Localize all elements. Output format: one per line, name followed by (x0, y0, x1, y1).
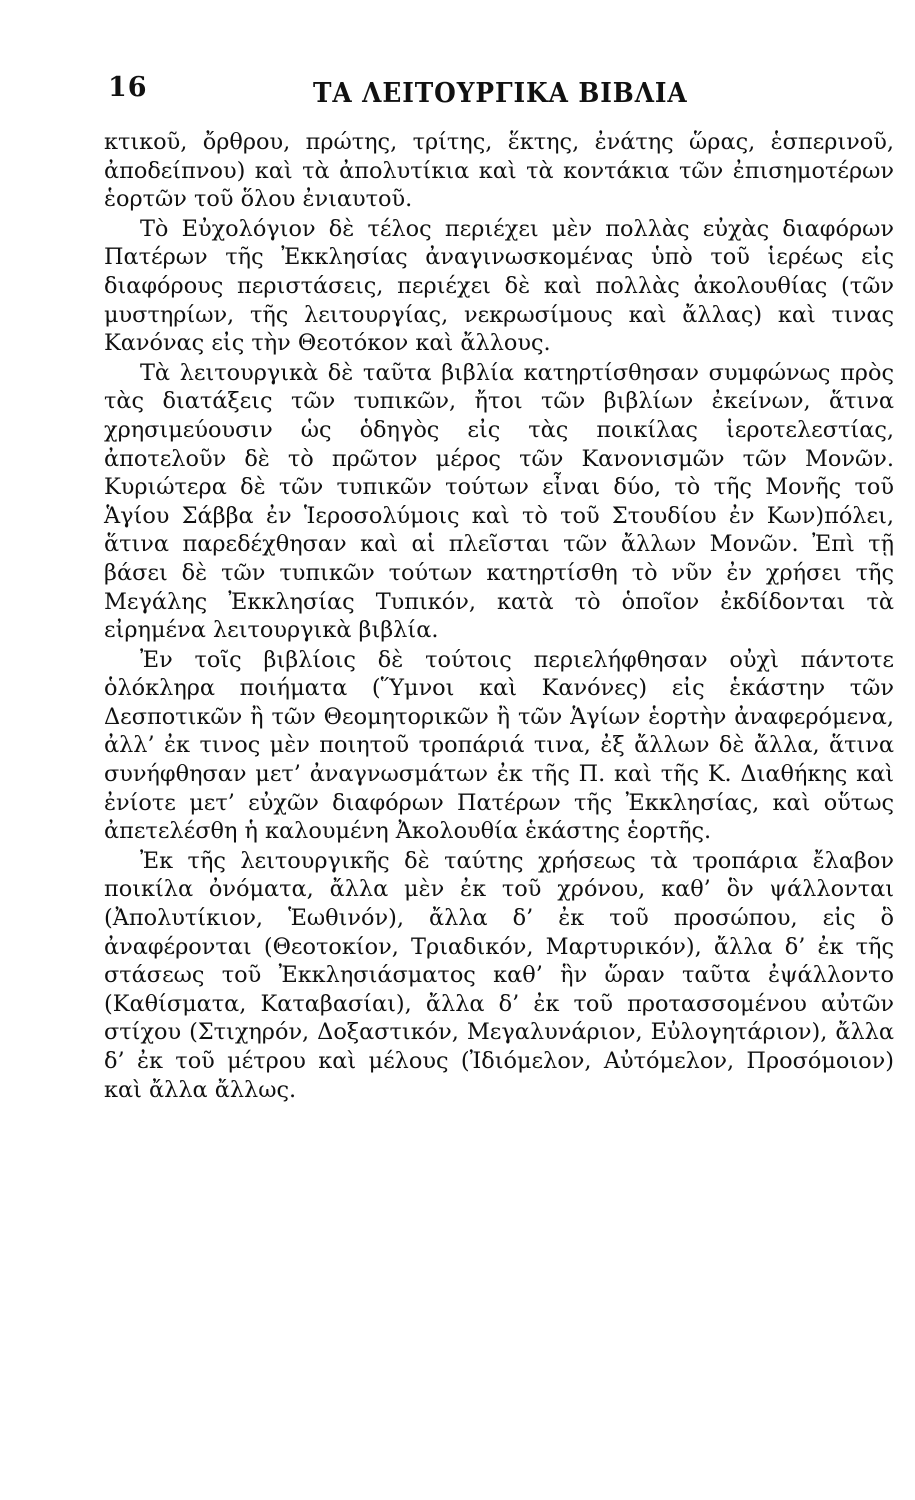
paragraph-5: Ἐκ τῆς λειτουργικῆς δὲ ταύτης χρήσεως τὰ τροπάρια ἔλαβον ποικίλα ὀνόματα, ἄλλα μὲν ἐκ τοῦ χρόνου, καθ’ ὃν ψάλλονται (Ἀπολυτίκιον, Ἑωθινόν), ἄλλα δ’ ἐκ τοῦ προσώπου, εἰς ὃ ἀναφέρονται (Θεοτοκίον, Τριαδικόν, Μαρτυρικόν), ἄλλα δ’ ἐκ τῆς στάσεως τοῦ Ἐκκλησιάσματος καθ’ ἣν ὥραν ταῦτα ἐψάλλοντο (Καθίσματα, Καταβασίαι), ἄλλα δ’ ἐκ τοῦ προτασσομένου αὐτῶν στίχου (Στιχηρόν, Δοξαστικόν, Μεγαλυνάριον, Εὐλογητάριον), ἄλλα δ’ ἐκ τοῦ μέτρου καὶ μέλους (Ἰδιόμελον, Αὐτόμελον, Προσόμοιον) καὶ ἄλλα ἄλλως. (104, 847, 894, 1103)
page-number: 16 (108, 72, 148, 103)
paragraph-2: Τὸ Εὐχολόγιον δὲ τέλος περιέχει μὲν πολλὰς εὐχὰς διαφόρων Πατέρων τῆς Ἐκκλησίας ἀναγινωσκομένας ὑπὸ τοῦ ἱερέως εἰς διαφόρους περιστάσεις, περιέχει δὲ καὶ πολλὰς ἀκολουθίας (τῶν μυστηρίων, τῆς λειτουργίας, νεκρωσίμους καὶ ἄλλας) καὶ τινας Κανόνας εἰς τὴν Θεοτόκον καὶ ἄλλους. (104, 215, 894, 357)
body-text (104, 128, 894, 1104)
paragraph-1: κτικοῦ, ὄρθρου, πρώτης, τρίτης, ἕκτης, ἐνάτης ὥρας, ἑσπερινοῦ, ἀποδείπνου) καὶ τὰ ἀπολυτίκια καὶ τὰ κοντάκια τῶν ἐπισημοτέρων ἑορτῶν τοῦ ὅλου ἐνιαυτοῦ. (104, 129, 894, 213)
paragraph-3: Τὰ λειτουργικὰ δὲ ταῦτα βιβλία κατηρτίσθησαν συμφώνως πρὸς τὰς διατάξεις τῶν τυπικῶν, ἤτοι τῶν βιβλίων ἐκείνων, ἅτινα χρησιμεύουσιν ὡς ὁδηγὸς εἰς τὰς ποικίλας ἱεροτελεστίας, ἀποτελοῦν δὲ τὸ πρῶτον μέρος τῶν Κανονισμῶν τῶν Μονῶν. Κυριώτερα δὲ τῶν τυπικῶν τούτων εἶναι δύο, τὸ τῆς Μονῆς τοῦ Ἁγίου Σάββα ἐν Ἱεροσολύμοις καὶ τὸ τοῦ Στουδίου ἐν Κων)πόλει, ἅτινα παρεδέχθησαν καὶ αἱ πλεῖσται τῶν ἄλλων Μονῶν. Ἐπὶ τῇ βάσει δὲ τῶν τυπικῶν τούτων κατηρτίσθη τὸ νῦν ἐν χρήσει τῆς Μεγάλης Ἐκκλησίας Τυπικόν, κατὰ τὸ ὁποῖον ἐκδίδονται τὰ εἰρημένα λειτουργικὰ βιβλία. (104, 359, 894, 644)
paragraph-4: Ἐν τοῖς βιβλίοις δὲ τούτοις περιελήφθησαν οὐχὶ πάντοτε ὁλόκληρα ποιήματα (Ὕμνοι καὶ Κανόνες) εἰς ἑκάστην τῶν Δεσποτικῶν ἢ τῶν Θεομητορικῶν ἢ τῶν Ἁγίων ἑορτὴν ἀναφερόμενα, ἀλλ’ ἐκ τινος μὲν ποιητοῦ τροπάριά τινα, ἐξ ἄλλων δὲ ἄλλα, ἅτινα συνήφθησαν μετ’ ἀναγνωσμάτων ἐκ τῆς Π. καὶ τῆς Κ. Διαθήκης καὶ ἐνίοτε μετ’ εὐχῶν διαφόρων Πατέρων τῆς Ἐκκλησίας, καὶ οὕτως ἀπετελέσθη ἡ καλουμένη Ἀκολουθία ἑκάστης ἑορτῆς. (104, 646, 894, 845)
running-title: ΤΑ ΛΕΙΤΟΥΡΓΙΚΑ ΒΙΒΛΙΑ (313, 78, 688, 109)
page-header (108, 72, 893, 112)
